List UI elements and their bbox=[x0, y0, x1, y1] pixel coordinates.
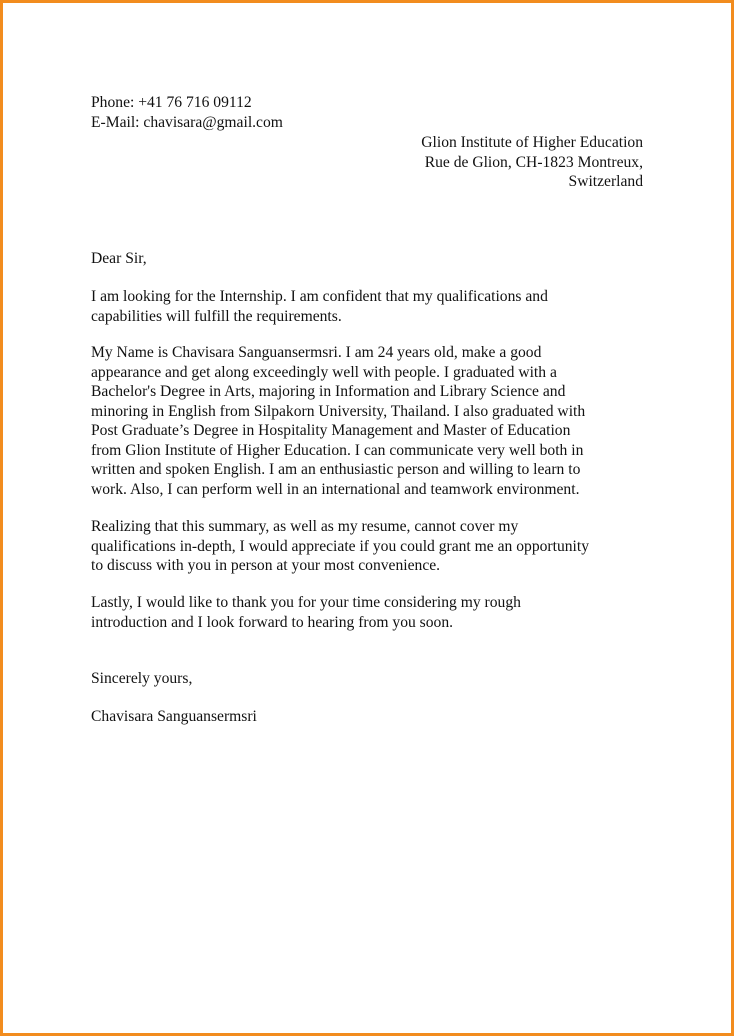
paragraph-intro bbox=[91, 287, 651, 326]
closing bbox=[91, 669, 651, 689]
signature bbox=[91, 707, 651, 727]
signature-name: Chavisara Sanguansermsri bbox=[91, 708, 257, 725]
paragraph-request bbox=[91, 517, 651, 576]
recipient-address bbox=[421, 133, 643, 192]
salutation-text: Dear Sir, bbox=[91, 250, 147, 267]
paragraph-line: from Glion Institute of Higher Education. I can communicate very well both in bbox=[91, 441, 584, 459]
paragraph-line: to discuss with you in person at your most convenience. bbox=[91, 557, 441, 574]
sender-email: E-Mail: chavisara@gmail.com bbox=[91, 113, 283, 131]
paragraph-line: capabilities will fulfill the requirements. bbox=[91, 307, 342, 325]
paragraph-line: Lastly, I would like to thank you for your time considering my rough bbox=[91, 594, 521, 611]
paragraph-line: work. Also, I can perform well in an international and teamwork environment. bbox=[91, 480, 580, 498]
recipient-line: Rue de Glion, CH-1823 Montreux, bbox=[424, 153, 643, 171]
paragraph-line: Bachelor's Degree in Arts, majoring in Information and Library Science and bbox=[91, 383, 566, 400]
paragraph-line: written and spoken English. I am an enthusiastic person and willing to learn to bbox=[91, 461, 581, 478]
paragraph-line: My Name is Chavisara Sanguansermsri. I am 24 years old, make a good bbox=[91, 344, 542, 361]
paragraph-line: Realizing that this summary, as well as my resume, cannot cover my bbox=[91, 518, 519, 535]
sender-contact bbox=[91, 93, 283, 132]
recipient-line: Glion Institute of Higher Education bbox=[421, 134, 643, 151]
paragraph-line: minoring in English from Silpakorn University, Thailand. I also graduated with bbox=[91, 402, 586, 420]
paragraph-line: qualifications in-depth, I would appreciate if you could grant me an opportunity bbox=[91, 537, 589, 555]
paragraph-line: appearance and get along exceedingly well with people. I graduated with a bbox=[91, 363, 557, 381]
sender-phone: Phone: +41 76 716 09112 bbox=[91, 94, 252, 111]
recipient-line: Switzerland bbox=[568, 173, 643, 190]
paragraph-background bbox=[91, 343, 651, 499]
salutation bbox=[91, 249, 651, 269]
paragraph-line: Post Graduate’s Degree in Hospitality Management and Master of Education bbox=[91, 422, 571, 439]
closing-text: Sincerely yours, bbox=[91, 670, 193, 687]
paragraph-thanks bbox=[91, 593, 651, 632]
paragraph-line: introduction and I look forward to hearing from you soon. bbox=[91, 613, 454, 631]
paragraph-line: I am looking for the Internship. I am confident that my qualifications and bbox=[91, 288, 548, 305]
